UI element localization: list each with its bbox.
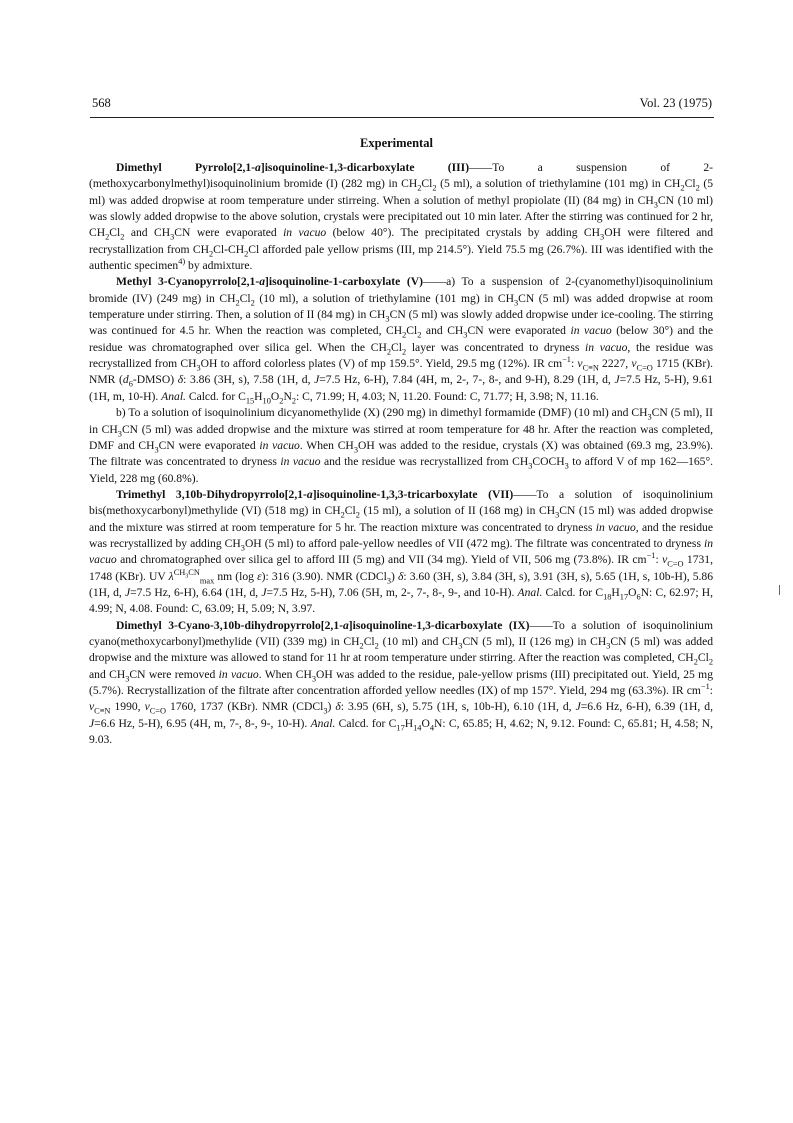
paragraph-compound-VII: Trimethyl 3,10b-Dihydropyrrolo[2,1-a]isoquinoline-1,3,3-tricarboxylate (VII)——To a solution of isoquinolinium bis(methoxycarbonyl)methylide (VI) (518 mg) in $CH_2Cl_2$ (15 ml), a solution of II (168 mg) in $CH_3CN$ (15 ml) was added dropwise and the mixture was stirred at room temperature for 5 hr. The reaction mixture was concentrated to dryness in vacuo, and the residue was recrystallized by adding $CH_3OH$ (5 ml) to afford pale-yellow needles of VII (472 mg). The filtrate was concentrated to dryness in vacuo and chromatographed over silica gel to afford III (5 mg) and VII (34 mg). Yield of VII, 506 mg (73.8%). IR $cm^{-1}$: $\nu_{C=O}$ 1731, 1748 (KBr). UV $\lambda^{CH_3CN}_{max}$ nm (log ε): 316 (3.90). NMR (CDCl$_3$) δ: 3.60 (3H, s), 3.84 (3H, s), 3.91 (3H, s), 5.65 (1H, s, 10b-H), 5.86 (1H, d, J=7.5 Hz, 6-H), 6.64 (1H, d, J=7.5 Hz, 5-H), 7.06 (5H, m, 2-, 7-, 8-, 9-, and 10-H). Anal. Calcd. for $C_{18}H_{17}O_6N$: C, 62.97; H, 4.99; N, 4.08. Found: C, 63.09; H, 5.09; N, 3.97. [89,487,714,616]
header-rule [90,117,714,118]
experimental-body [89,160,713,748]
paragraph-compound-III: Dimethyl Pyrrolo[2,1-a]isoquinoline-1,3-dicarboxylate (III)——To a suspension of 2-(methoxycarbonylmethyl)isoquinolinium bromide (I) (282 mg) in $CH_2Cl_2$ (5 ml), a solution of triethylamine (101 mg) in $CH_2Cl_2$ (5 ml) was added dropwise at room temperature under stirreing. When a solution of methyl propiolate (II) (84 mg) in $CH_3CN$ (10 ml) was slowly added dropwise to the above solution, crystals were precipitated out 10 min later. After the stirring was continued for 2 hr, $CH_2Cl_2$ and $CH_3CN$ were evaporated in vacuo (below 40°). The precipitated crystals by adding $CH_3OH$ were filtered and recrystallization from $CH_2Cl-CH_2Cl$ afforded pale yellow prisms (III, mp 214.5°). Yield 75.5 mg (26.7%). III was identified with the authentic specimen$^{4)}$ by admixture. [89,161,714,273]
section-heading: Experimental [360,136,433,150]
page-number: 568 [92,96,111,110]
paragraph-compound-IX: Dimethyl 3-Cyano-3,10b-dihydropyrrolo[2,1-a]isoquinoline-1,3-dicarboxylate (IX)——To a solution of isoquinolinium cyano(methoxycarbonyl)methylide (VII) (339 mg) in $CH_2Cl_2$ (10 ml) and $CH_3CN$ (5 ml), II (126 mg) in $CH_3CN$ (5 ml) was added dropwise and the mixture was allowed to stand for 11 hr at room temperature under stirring. After the reaction was completed, $CH_2Cl_2$ and $CH_3CN$ were removed in vacuo. When $CH_3OH$ was added to the residue, pale-yellow prisms (III) precipitated out. Yield, 25 mg (5.7%). Recrystallization of the filtrate after concentration afforded yellow needles (IX) of mp 157°. Yield, 294 mg (63.3%). IR $cm^{-1}$: $\nu_{C\equiv N}$ 1990, $\nu_{C=O}$ 1760, 1737 (KBr). NMR (CDCl$_3$) δ: 3.95 (6H, s), 5.75 (1H, s, 10b-H), 6.10 (1H, d, J=6.6 Hz, 6-H), 6.39 (1H, d, J=6.6 Hz, 5-H), 6.95 (4H, m, 7-, 8-, 9-, 10-H). Anal. Calcd. for $C_{17}H_{14}O_4N$: C, 65.85; H, 4.62; N, 9.12. Found: C, 65.81; H, 4.58; N, 9.03. [89,618,714,747]
page-header [92,96,712,114]
paragraph-compound-V-method-b: b) To a solution of isoquinolinium dicyanomethylide (X) (290 mg) in dimethyl formamide (DMF) (10 ml) and $CH_3CN$ (5 ml), II in $CH_3CN$ (5 ml) was added dropwise and the mixture was stirred at room temperature for 48 hr. After the reaction was completed, DMF and $CH_3CN$ were evaporated in vacuo. When $CH_3OH$ was added to the residue, crystals (X) was obtained (69.3 mg, 23.9%). The filtrate was concentrated to dryness in vacuo and the residue was recrystallized from $CH_3COCH_3$ to afford V of mp 162—165°. Yield, 228 mg (60.8%). [89,406,714,485]
journal-volume-year: Vol. 23 (1975) [639,96,712,110]
margin-mark [779,585,780,595]
paragraph-compound-V-method-a: Methyl 3-Cyanopyrrolo[2,1-a]isoquinoline-1-carboxylate (V)——a) To a suspension of 2-(cyanomethyl)isoquinolinium bromide (IV) (249 mg) in $CH_2Cl_2$ (10 ml), a solution of triethylamine (101 mg) in $CH_3CN$ (5 ml) was added dropwise at room temperature under stirring. Then, a solution of II (84 mg) in $CH_3CN$ (5 ml) was slowly added dropwise under ice-cooling. The stirring was continued for 4.5 hr. When the reaction was completed, $CH_2Cl_2$ and $CH_3CN$ were evaporated in vacuo (below 30°) and the residue was chromatographed over silica gel. When the $CH_2Cl_2$ layer was concentrated to dryness in vacuo, the residue was recrystallized from $CH_3OH$ to afford colorless plates (V) of mp 159.5°. Yield, 29.5 mg (12%). IR $cm^{-1}$: $\nu_{C\equiv N}$ 2227, $\nu_{C=O}$ 1715 (KBr). NMR $(d_6-DMSO)$ δ: 3.86 (3H, s), 7.58 (1H, d, J=7.5 Hz, 6-H), 7.84 (4H, m, 2-, 7-, 8-, and 9-H), 8.29 (1H, d, J=7.5 Hz, 5-H), 9.61 (1H, m, 10-H). Anal. Calcd. for $C_{15}H_{10}O_2N_2$: C, 71.99; H, 4.03; N, 11.20. Found: C, 71.77; H, 3.98; N, 11.16. [89,275,714,406]
